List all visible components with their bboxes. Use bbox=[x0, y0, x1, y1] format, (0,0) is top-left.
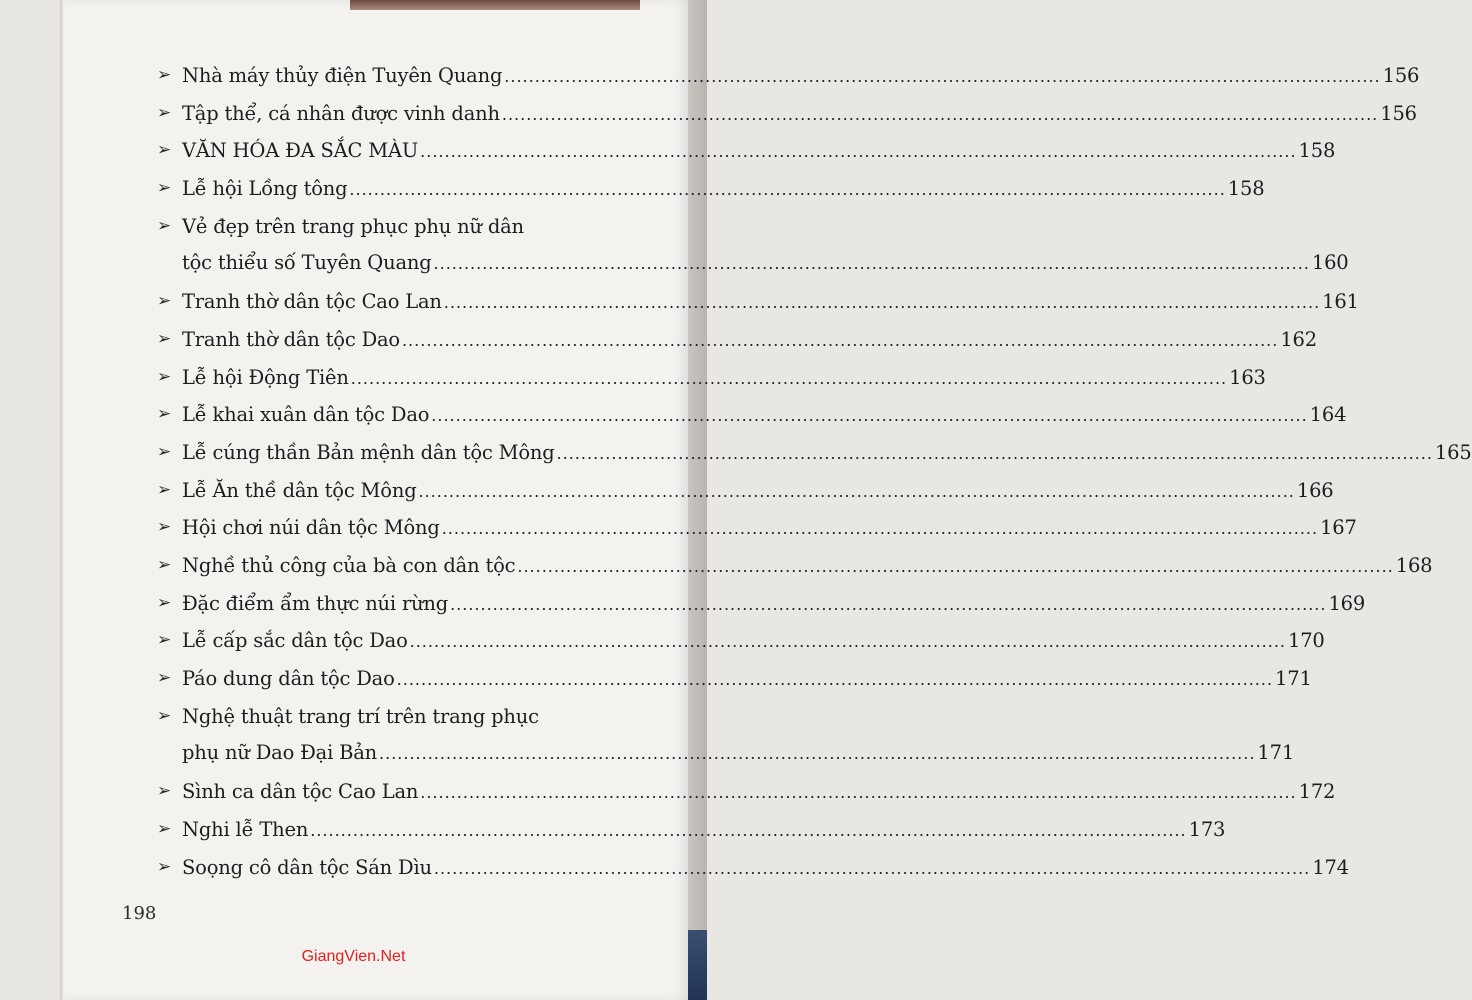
toc-entry bbox=[157, 516, 1357, 554]
arrow-bullet-icon: ➢ bbox=[157, 328, 172, 349]
arrow-bullet-icon: ➢ bbox=[157, 856, 172, 877]
entry-title-line2: tộc thiểu số Tuyên Quang bbox=[182, 250, 432, 274]
entry-page: 171 bbox=[1275, 667, 1312, 691]
toc-entry bbox=[157, 667, 1312, 705]
entry-page: 166 bbox=[1296, 478, 1334, 502]
leader-dots bbox=[434, 254, 1310, 273]
entry-page: 164 bbox=[1309, 403, 1347, 427]
arrow-bullet-icon: ➢ bbox=[157, 781, 172, 802]
entry-title: Hội chơi núi dân tộc Mông bbox=[182, 516, 440, 540]
entry-page: 156 bbox=[1382, 64, 1420, 87]
arrow-bullet-icon: ➢ bbox=[157, 555, 172, 576]
toc-entry bbox=[157, 214, 1349, 291]
toc-entry bbox=[157, 403, 1347, 441]
entry-page: 174 bbox=[1312, 855, 1349, 879]
leader-dots bbox=[420, 142, 1296, 161]
leader-dots bbox=[504, 67, 1380, 86]
leader-dots bbox=[420, 783, 1296, 802]
entry-title: Lễ cấp sắc dân tộc Dao bbox=[182, 629, 408, 653]
entry-title: Lễ hội Lồng tông bbox=[182, 177, 348, 201]
toc-entry bbox=[157, 704, 1295, 781]
leader-dots bbox=[434, 859, 1310, 878]
entry-title: Đặc điểm ẩm thực núi rừng bbox=[182, 591, 449, 615]
leader-dots bbox=[349, 180, 1225, 199]
leader-dots bbox=[310, 821, 1186, 840]
toc-entry bbox=[157, 177, 1265, 215]
leader-dots bbox=[442, 519, 1318, 538]
entry-page: 167 bbox=[1320, 516, 1357, 540]
entry-page: 158 bbox=[1227, 177, 1265, 201]
arrow-bullet-icon: ➢ bbox=[157, 215, 172, 236]
toc-entry bbox=[157, 365, 1266, 404]
arrow-bullet-icon: ➢ bbox=[157, 668, 172, 689]
entry-title: Páo dung dân tộc Dao bbox=[182, 667, 395, 691]
toc-entry bbox=[157, 327, 1317, 366]
leader-dots bbox=[419, 482, 1295, 501]
toc-entry bbox=[157, 139, 1336, 177]
entry-title: Tranh thờ dân tộc Cao Lan bbox=[182, 290, 442, 314]
toc-entry bbox=[157, 591, 1366, 630]
leader-dots bbox=[402, 331, 1278, 350]
watermark-text: GiangVien.Net bbox=[301, 948, 406, 965]
entry-page: 173 bbox=[1188, 818, 1226, 841]
entry-title-line1: Nghệ thuật trang trí trên trang phục bbox=[182, 704, 539, 728]
entry-page: 165 bbox=[1434, 441, 1472, 464]
entry-title: Nhà máy thủy điện Tuyên Quang bbox=[182, 64, 503, 87]
leader-dots bbox=[397, 670, 1273, 689]
toc-entry bbox=[157, 855, 1349, 894]
table-of-contents bbox=[157, 64, 1472, 893]
entry-page: 158 bbox=[1298, 139, 1336, 163]
entry-title: Sình ca dân tộc Cao Lan bbox=[182, 780, 419, 804]
arrow-bullet-icon: ➢ bbox=[157, 366, 172, 387]
toc-entry bbox=[157, 818, 1226, 856]
page-number: 198 bbox=[122, 903, 157, 924]
arrow-bullet-icon: ➢ bbox=[157, 178, 172, 199]
entry-title: Lễ cúng thần Bản mệnh dân tộc Mông bbox=[182, 441, 555, 464]
toc-entry bbox=[157, 290, 1359, 328]
toc-entry bbox=[157, 629, 1325, 667]
entry-page: 172 bbox=[1298, 780, 1336, 804]
toc-entry bbox=[157, 441, 1472, 479]
page-top-strip bbox=[350, 0, 640, 10]
entry-page: 160 bbox=[1311, 250, 1349, 274]
arrow-bullet-icon: ➢ bbox=[157, 592, 172, 613]
arrow-bullet-icon: ➢ bbox=[157, 630, 172, 651]
toc-entry bbox=[157, 64, 1420, 102]
leader-dots bbox=[351, 369, 1227, 388]
leader-dots bbox=[431, 406, 1307, 425]
entry-title: Lễ khai xuân dân tộc Dao bbox=[182, 403, 430, 427]
entry-page: 162 bbox=[1280, 327, 1317, 351]
arrow-bullet-icon: ➢ bbox=[157, 140, 172, 161]
arrow-bullet-icon: ➢ bbox=[157, 442, 172, 462]
entry-page: 168 bbox=[1395, 554, 1433, 578]
leader-dots bbox=[557, 444, 1433, 463]
entry-page: 163 bbox=[1229, 365, 1266, 389]
arrow-bullet-icon: ➢ bbox=[157, 819, 172, 839]
leader-dots bbox=[450, 595, 1326, 614]
entry-page: 169 bbox=[1328, 591, 1366, 615]
arrow-bullet-icon: ➢ bbox=[157, 705, 172, 726]
entry-title: Tập thể, cá nhân được vinh danh bbox=[182, 101, 500, 125]
entry-title-line2: phụ nữ Dao Đại Bản bbox=[182, 740, 378, 764]
leader-dots bbox=[410, 632, 1286, 651]
toc-entry bbox=[157, 780, 1336, 818]
arrow-bullet-icon: ➢ bbox=[157, 65, 172, 85]
arrow-bullet-icon: ➢ bbox=[157, 291, 172, 312]
entry-title: Soọng cô dân tộc Sán Dìu bbox=[182, 855, 432, 879]
entry-title: Nghi lễ Then bbox=[182, 818, 309, 841]
entry-title-line1: Vẻ đẹp trên trang phục phụ nữ dân bbox=[182, 214, 524, 238]
entry-title: Nghề thủ công của bà con dân tộc bbox=[182, 554, 516, 578]
entry-title: Lễ hội Động Tiên bbox=[182, 365, 349, 389]
leader-dots bbox=[502, 105, 1378, 124]
entry-page: 161 bbox=[1322, 290, 1359, 314]
arrow-bullet-icon: ➢ bbox=[157, 479, 172, 500]
entry-page: 171 bbox=[1257, 740, 1295, 764]
leader-dots bbox=[444, 293, 1320, 312]
toc-entry bbox=[157, 101, 1417, 140]
arrow-bullet-icon: ➢ bbox=[157, 102, 172, 123]
toc-entry bbox=[157, 478, 1334, 517]
entry-title: VĂN HÓA ĐA SẮC MÀU bbox=[182, 139, 419, 163]
entry-title: Lễ Ăn thề dân tộc Mông bbox=[182, 478, 417, 502]
entry-page: 156 bbox=[1380, 101, 1417, 125]
toc-entry bbox=[157, 554, 1433, 592]
entry-title: Tranh thờ dân tộc Dao bbox=[182, 327, 400, 351]
arrow-bullet-icon: ➢ bbox=[157, 517, 172, 538]
entry-page: 170 bbox=[1288, 629, 1325, 653]
leader-dots bbox=[517, 557, 1393, 576]
arrow-bullet-icon: ➢ bbox=[157, 404, 172, 425]
leader-dots bbox=[379, 744, 1255, 763]
